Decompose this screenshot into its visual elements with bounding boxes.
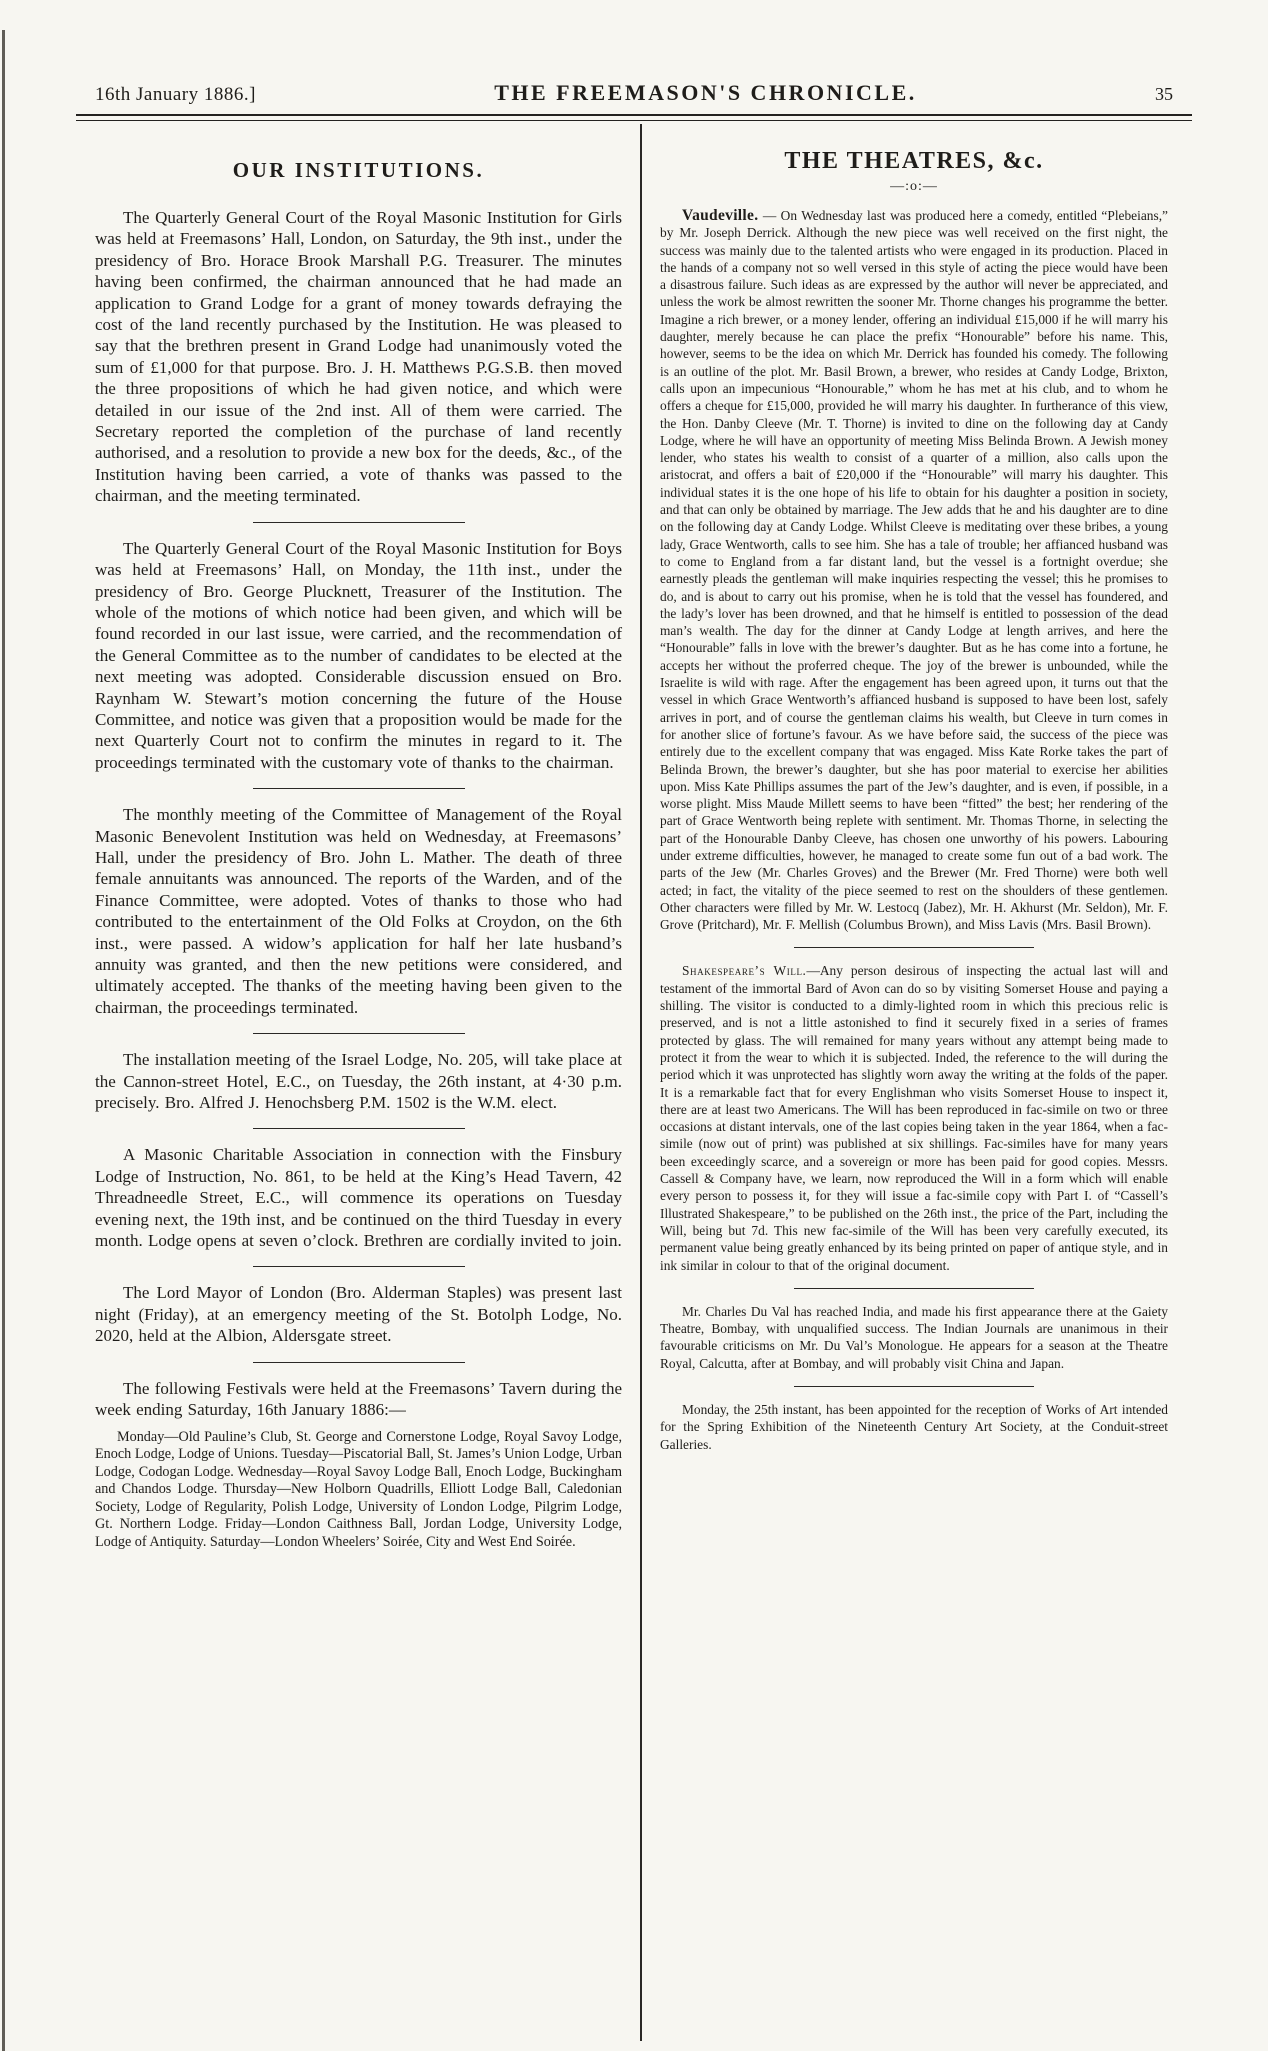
publication-title: THE FREEMASON'S CHRONICLE. xyxy=(494,80,917,105)
article-paragraph-benevolent-institution: The monthly meeting of the Committee of Management of the Royal Masonic Benevolent Institution was held on Wednesday, at Freemasons’ Hall, under the presidency of Bro. John L. Mather. The death of three female annuitants was announced. The reports of the Warden, and of the Finance Committee, were adopted. Votes of thanks to those who had contributed to the entertainment of the Old Folks at Croydon, on the 6th inst., were passed. A widow’s application for half her late husband’s annuity was granted, and then the new petitions were considered, and ultimately accepted. The thanks of the meeting having been given to the chairman, the proceedings terminated. xyxy=(95,805,622,1017)
header-double-rule xyxy=(76,114,1192,121)
shakespeares-will-text: —Any person desirous of inspecting the actual last will and testament of the immortal Bard of Avon can do so by visiting Somerset House and paying a shilling. The visitor is conducted to a dimly-lighted room in which this precious relic is preserved, and is not a little astonished to find it securely fixed in a series of frames protected by glass. The will remained for many years without any attempt being made to protect it from the wear to which it is subjected. Inded, the reference to the will during the period which it was unprotected has slightly worn away the writing at the folds of the paper. It is a remarkable fact that for every Englishman who visits Somerset House to inspect it, there are at least two Americans. The Will has been reproduced in fac-simile on two or three occasions at distant intervals, one of the last copies being taken in the year 1864, when a fac-simile (now out of print) was published at six shillings. Fac-similes have for many years been exceedingly scarce, and a sovereign or more has been paid for good copies. Messrs. Cassell & Company have, we learn, now reproduced the Will in a form which will enable every person to possess it, for they will issue a fac-simile copy with Part I. of “Cassell’s Illustrated Shakespeare,” to be published on the 26th inst., the price of the Part, including the Will, being but 7d. This new fac-simile of the Will has been very carefully executed, its permanent value being greatly enhanced by its being printed on paper of antique style, and in ink similar in colour to that of the original document. xyxy=(660,963,1168,1273)
vaudeville-lead: Vaudeville. xyxy=(682,207,759,224)
page-number: 35 xyxy=(1154,84,1173,104)
article-paragraph-girls-institution: The Quarterly General Court of the Royal Masonic Institution for Girls was held at Freemasons’ Hall, London, on Saturday, the 9th inst., under the presidency of Bro. Horace Brook Marshall P.G. Treasurer. The minutes having been confirmed, the chairman announced that he had made an application to Grand Lodge for a grant of money towards defraying the cost of the land recently purchased by the Institution. He was pleased to say that the brethren present in Grand Lodge had unanimously voted the sum of £1,000 for that purpose. Bro. J. H. Matthews P.G.S.B. then moved the three propositions of which he had given notice, and which were detailed in our issue of the 2nd inst. All of them were carried. The Secretary reported the completion of the purchase of land recently authorised, and a resolution to provide a new box for the deeds, &c., of the Institution having been carried, a vote of thanks was passed to the chairman, and the meeting terminated. xyxy=(95,208,622,506)
scan-edge-artifact xyxy=(2,30,5,2051)
column-divider-rule xyxy=(640,124,642,2041)
section-title-our-institutions: OUR INSTITUTIONS. xyxy=(232,158,485,182)
section-divider xyxy=(253,1362,465,1363)
section-title-the-theatres: THE THEATRES, &c. xyxy=(784,148,1044,174)
section-divider xyxy=(253,1033,465,1034)
section-divider xyxy=(253,788,465,789)
article-paragraph-du-val: Mr. Charles Du Val has reached India, and made his first appearance there at the Gaiety Theatre, Bombay, with unqualified success. The Indian Journals are unanimous in their favourable criticisms on Mr. Du Val’s Monologue. He appears for a season at the Theatre Royal, Calcutta, after at Bombay, and will probably visit China and Japan. xyxy=(660,1303,1168,1371)
article-paragraph-israel-lodge: The installation meeting of the Israel Lodge, No. 205, will take place at the Cannon-street Hotel, E.C., on Tuesday, the 26th instant, at 4·30 p.m. precisely. Bro. Alfred J. Henochsberg P.M. 1502 is the W.M. elect. xyxy=(95,1050,622,1113)
vaudeville-text: — On Wednesday last was produced here a comedy, entitled “Plebeians,” by Mr. Joseph Derrick. Although the new piece was well received on the first night, the success was mainly due to the talented artists who were engaged in its production. Placed in the hands of a company not so well versed in this style of acting the piece would have been a disastrous failure. Such ideas as are expressed by the author will never be appreciated, and unless the work be almost rewritten the sooner Mr. Thorne changes his programme the better. Imagine a rich brewer, or a money lender, offering an individual £15,000 if he will marry his daughter, merely because he can place the prefix “Honourable” before his name. This, however, seems to be the idea on which Mr. Derrick has founded his comedy. The following is an outline of the plot. Mr. Basil Brown, a brewer, who resides at Candy Lodge, Brixton, calls upon an impecunious “Honourable,” whom he has met at his club, and to whom he offers a cheque for £15,000, provided he will marry his daughter. In furtherance of this view, the Hon. Danby Cleeve (Mr. T. Thorne) is invited to dine on the following day at Candy Lodge, where he will have an opportunity of meeting Miss Belinda Brown. A Jewish money lender, who states his wealth to consist of a quarter of a million, also calls upon the aristocrat, and offers a bait of £20,000 if the “Honourable” will marry his daughter. This individual states it is the one hope of his life to obtain for his daughter a position in society, and that can only be obtained by marriage. The Jew adds that he and his daughter are to dine on the following day at Candy Lodge. Whilst Cleeve is meditating over these bribes, a young lady, Grace Wentworth, calls to see him. She has a tale of trouble; her affianced husband was to come to England from a far distant land, but the vessel is a fortnight overdue; she earnestly pleads the gentleman will make inquiries respecting the vessel; this he promises to do, and is about to carry out his promise, when he is told that the vessel has foundered, and the lady’s lover has been drowned, and that he himself is entitled to possession of the dead man’s wealth. The day for the dinner at Candy Lodge at length arrives, and here the “Honourable” falls in love with the brewer’s daughter. But as he has come into a fortune, he accepts her without the proferred cheque. The joy of the brewer is unbounded, while the Israelite is wild with rage. After the engagement has been agreed upon, it turns out that the vessel in which Grace Wentworth’s affianced husband is supposed to have been lost, safely arrives in port, and of course the gentleman claims his wealth, but Cleeve in turn comes in for another slice of fortune’s favour. As we have before said, the success of the piece was entirely due to the excellent company that was engaged. Miss Kate Rorke takes the part of Belinda Brown, the brewer’s daughter, but she has poor material to exercise her abilities upon. Miss Kate Phillips assumes the part of the Jew’s daughter, and is even, if possible, in a worse plight. Miss Maude Millett seems to have been “fitted” the best; her rendering of the part of Grace Wentworth being replete with sentiment. Mr. Thomas Thorne, in selecting the part of the Honourable Danby Cleeve, has chosen one unworthy of his powers. Labouring under extreme difficulties, however, he managed to create some fun out of a bad work. The parts of the Jew (Mr. Charles Groves) and the Brewer (Mr. Fred Thorne) were both well acted; in fact, the vitality of the piece seemed to rest on the shoulders of these gentlemen. Other characters were filled by Mr. W. Lestocq (Jabez), Mr. H. Akhurst (Mr. Seldon), Mr. F. Grove (Pritchard), Mr. F. Mellish (Columbus Brown), and Miss Lavis (Mrs. Basil Brown). xyxy=(660,208,1168,933)
section-ornament: —:o:— xyxy=(890,179,938,194)
article-paragraph-festivals-intro: The following Festivals were held at the Freemasons’ Tavern during the week ending Saturday, 16th January 1886:— xyxy=(95,1378,622,1420)
left-column xyxy=(95,138,622,1552)
article-paragraph-boys-institution: The Quarterly General Court of the Royal Masonic Institution for Boys was held at Freemasons’ Hall, on Monday, the 11th inst., under the presidency of Bro. George Plucknett, Treasurer of the Institution. The whole of the motions of which notice had been given, and which will be found recorded in our last issue, were carried, and the recommendation of the General Committee as to the number of candidates to be elected at the next meeting was adopted. Considerable discussion ensued on Bro. Raynham W. Stewart’s motion concerning the future of the House Committee, and notice was given that a proposition would be made for the next Quarterly Court not to confirm the minutes in regard to it. The proceedings terminated with the customary vote of thanks to the chairman. xyxy=(95,538,622,772)
section-divider xyxy=(253,1128,465,1129)
section-divider xyxy=(794,1386,1034,1387)
article-paragraph-art-society: Monday, the 25th instant, has been appointed for the reception of Works of Art intended for the Spring Exhibition of the Nineteenth Century Art Society, at the Conduit-street Galleries. xyxy=(660,1402,1168,1452)
section-divider xyxy=(253,522,465,523)
issue-date: 16th January 1886.] xyxy=(95,84,256,105)
page-header xyxy=(95,80,1173,106)
article-paragraph-shakespeares-will xyxy=(660,962,1168,1273)
section-divider xyxy=(794,947,1034,948)
article-paragraph-vaudeville-review xyxy=(660,207,1168,933)
article-paragraph-charitable-association: A Masonic Charitable Association in connection with the Finsbury Lodge of Instruction, No. 861, to be held at the King’s Head Tavern, 42 Threadneedle Street, E.C., will commence its operations on Tuesday evening next, the 19th inst, and be continued on the third Tuesday in every month. Lodge opens at seven o’clock. Brethren are cordially invited to join. xyxy=(95,1145,622,1251)
section-divider xyxy=(253,1266,465,1267)
section-divider xyxy=(794,1288,1034,1289)
shakespeares-will-lead: Shakespeare’s Will. xyxy=(682,963,807,979)
festivals-list: Monday—Old Pauline’s Club, St. George and Cornerstone Lodge, Royal Savoy Lodge, Enoch Lodge, Lodge of Unions. Tuesday—Piscatorial Ball, St. James’s Union Lodge, Urban Lodge, Codogan Lodge. Wednesday—Royal Savoy Lodge Ball, Enoch Lodge, Buckingham and Chandos Lodge. Thursday—New Holborn Quadrills, Elliott Lodge Ball, Caledonian Society, Lodge of Regularity, Polish Lodge, University of London Lodge, Pilgrim Lodge, Gt. Northern Lodge. Friday—London Caithness Ball, Jordan Lodge, University Lodge, Lodge of Antiquity. Saturday—London Wheelers’ Soirée, City and West End Soirée. xyxy=(95,1428,622,1551)
article-paragraph-lord-mayor: The Lord Mayor of London (Bro. Alderman Staples) was present last night (Friday), at an emergency meeting of the St. Botolph Lodge, No. 2020, held at the Albion, Aldersgate street. xyxy=(95,1283,622,1346)
right-column xyxy=(660,130,1168,1453)
